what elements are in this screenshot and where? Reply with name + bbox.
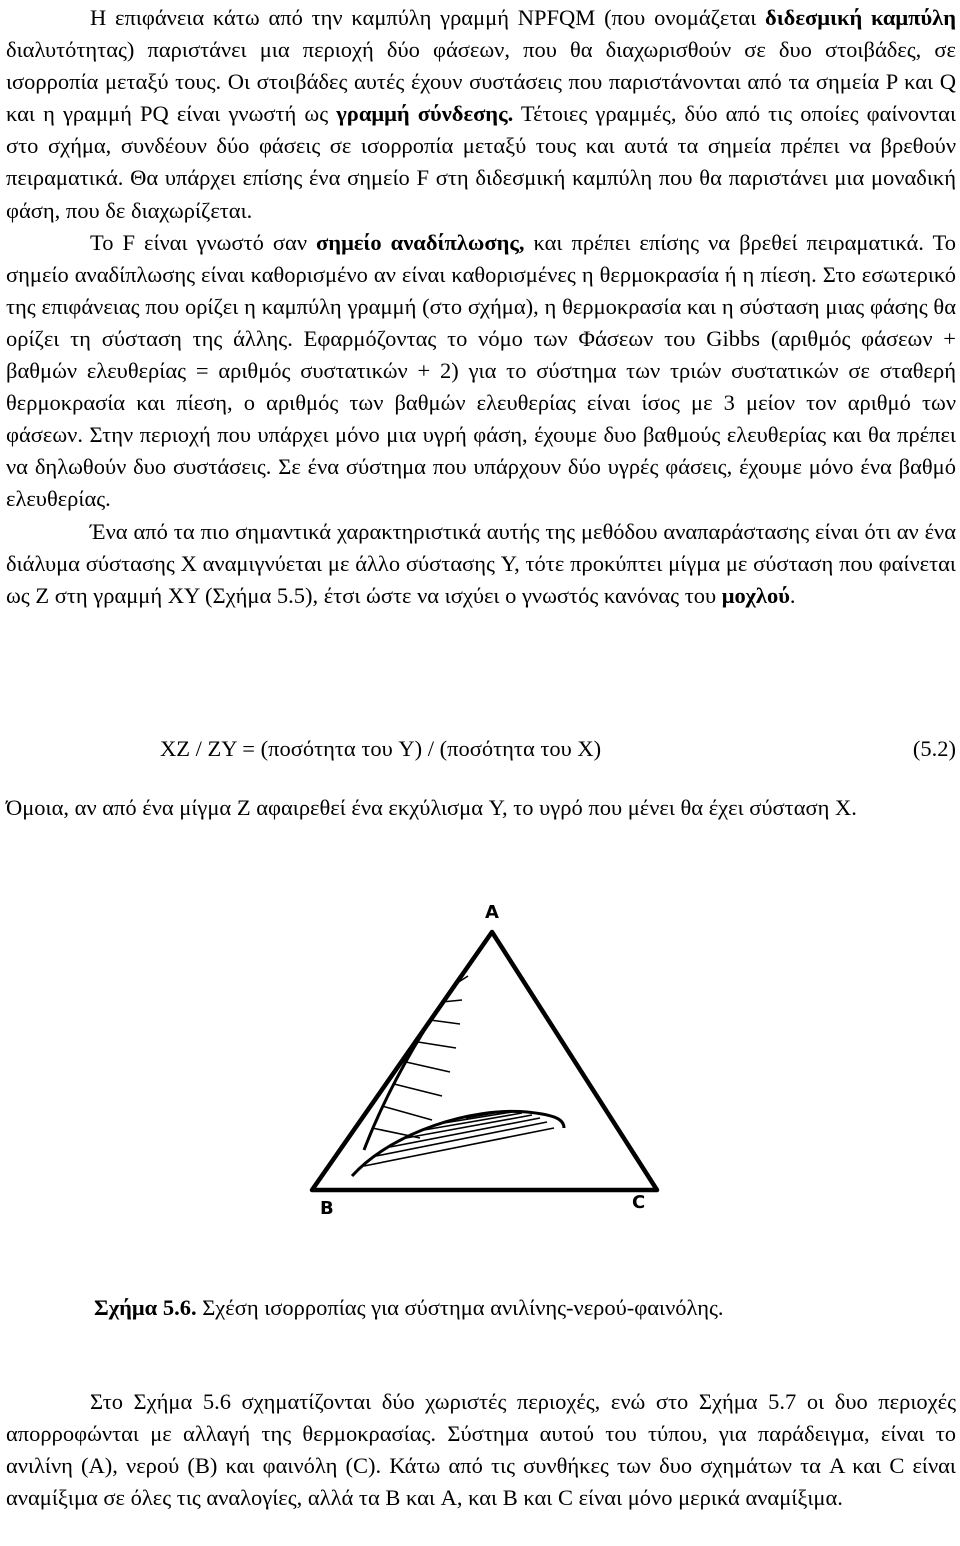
paragraph-text: Τέτοιες γραμμές, δύο από τις οποίες φαίνονται στο σχήμα, συνδέουν δύο φάσεις σε ισορροπία μεταξύ τους και αυτά τα σημεία πρέπει να βρεθούν πειραματικά. Θα υπάρχει επίσης ένα σημείο F στη διδεσμική καμπύλη που θα παριστάνει μια μοναδική φάση, που δε διαχωρίζεται. [6,101,956,223]
paragraph-text: και πρέπει επίσης να βρεθεί πειραματικά. Το σημείο αναδίπλωσης είναι καθορισμένο αν είναι καθορισμένες η θερμοκρασία ή η πίεση. Στο εσωτερικό της επιφάνειας που ορίζει η καμπύλη γραμμή (στο σχήμα), η θερμοκρασία και η σύσταση μιας φάσης θα ορίζει τη σύσταση της άλλης. Εφαρμόζοντας το νόμο των Φάσεων του Gibbs (αριθμός φάσεων + βαθμών ελευθερίας = αριθμός συστατικών + 2) για το σύστημα των τριών συστατικών σε σταθερή θερμοκρασία και πίεση, ο αριθμός των βαθμών ελευθερίας είναι ίσος με 3 μείον τον αριθμό των φάσεων. Στην περιοχή που υπάρχει μόνο μια υγρή φάση, έχουμε δυο βαθμούς ελευθερίας και θα πρέπει να δηλωθούν δυο συστάσεις. Σε ένα σύστημα που υπάρχουν δύο υγρές φάσεις, έχουμε μόνο ένα βαθμό ελευθερίας. [6,229,956,512]
paragraph-text: . [789,582,796,608]
paragraph-extraction-wrapper [6,792,956,824]
paragraph-system-example: Στο Σχήμα 5.6 σχηματίζονται δύο χωριστές περιοχές, ενώ στο Σχήμα 5.7 οι δυο περιοχές απορροφώνται με αλλαγή της θερμοκρασίας. Σύστημα αυτού του τύπου, για παράδειγμα, είναι το ανιλίνη (A), νερού (B) και φαινόλη (C). Κάτω από τις συνθήκες των δυο σχημάτων τα A και C είναι αναμίξιμα σε όλες τις αναλογίες, αλλά τα B και A, και B και C είναι μόνο μερικά αναμίξιμα. [6,1389,956,1511]
ternary-diagram-figure [302,892,672,1222]
paragraph-lever-rule [6,516,956,612]
paragraph-text: διαλυτότητας) παριστάνει μια περιοχή δύο φάσεων, που θα διαχωρισθούν σε δυο στοιβάδες, σε ισορροπία μεταξύ τους. Οι στοιβάδες αυτές έχουν συστάσεις που παριστάνονται από τα σημεία P και Q και η γραμμή PQ είναι γνωστή ως [6,37,956,127]
bold-term-lever: μοχλού [721,582,790,608]
figure-caption [94,1292,724,1324]
bold-term-plait-point: σημείο αναδίπλωσης, [316,229,525,255]
triangle-outline [312,932,657,1190]
paragraph-binodal [6,2,956,227]
ternary-diagram [302,892,672,1222]
paragraph-text: Ένα από τα πιο σημαντικά χαρακτηριστικά αυτής της μεθόδου αναπαράστασης είναι ότι αν ένα διάλυμα σύστασης X αναμιγνύεται με άλλο σύστασης Y, τότε προκύπτει μίγμα με σύσταση που φαίνεται ως Z στη γραμμή XY (Σχήμα 5.5), έτσι ώστε να ισχύει ο γνωστός κανόνας του [6,518,956,608]
caption-text: Σχέση ισορροπίας για σύστημα ανιλίνης-νερού-φαινόλης. [196,1295,724,1320]
bold-term-tie-line: γραμμή σύνδεσης. [336,101,514,127]
vertex-label-b: B [320,1198,334,1219]
paragraph-text: Το F είναι γνωστό σαν [90,229,317,255]
bold-term-binodal-curve: διδεσμική καμπύλη [765,5,956,30]
paragraph-extraction: Όμοια, αν από ένα μίγμα Z αφαιρεθεί ένα εκχύλισμα Y, το υγρό που μένει θα έχει σύσταση X. [6,795,857,820]
document-page [6,2,956,1511]
equation-number: (5.2) [912,736,956,761]
vertex-label-c: C [632,1192,646,1213]
paragraph-system-wrapper [6,1386,956,1514]
paragraph-text: Η επιφάνεια κάτω από την καμπύλη γραμμή NPFQM (που ονομάζεται [90,5,766,30]
tie-lines-lower [364,1112,554,1166]
equation-5-2 [6,733,956,767]
caption-label: Σχήμα 5.6. [94,1295,197,1320]
vertex-label-a: A [485,902,499,923]
equation-text: XZ / ZY = (ποσότητα του Y) / (ποσότητα του X) [160,736,602,761]
paragraph-plait-point [6,227,956,516]
